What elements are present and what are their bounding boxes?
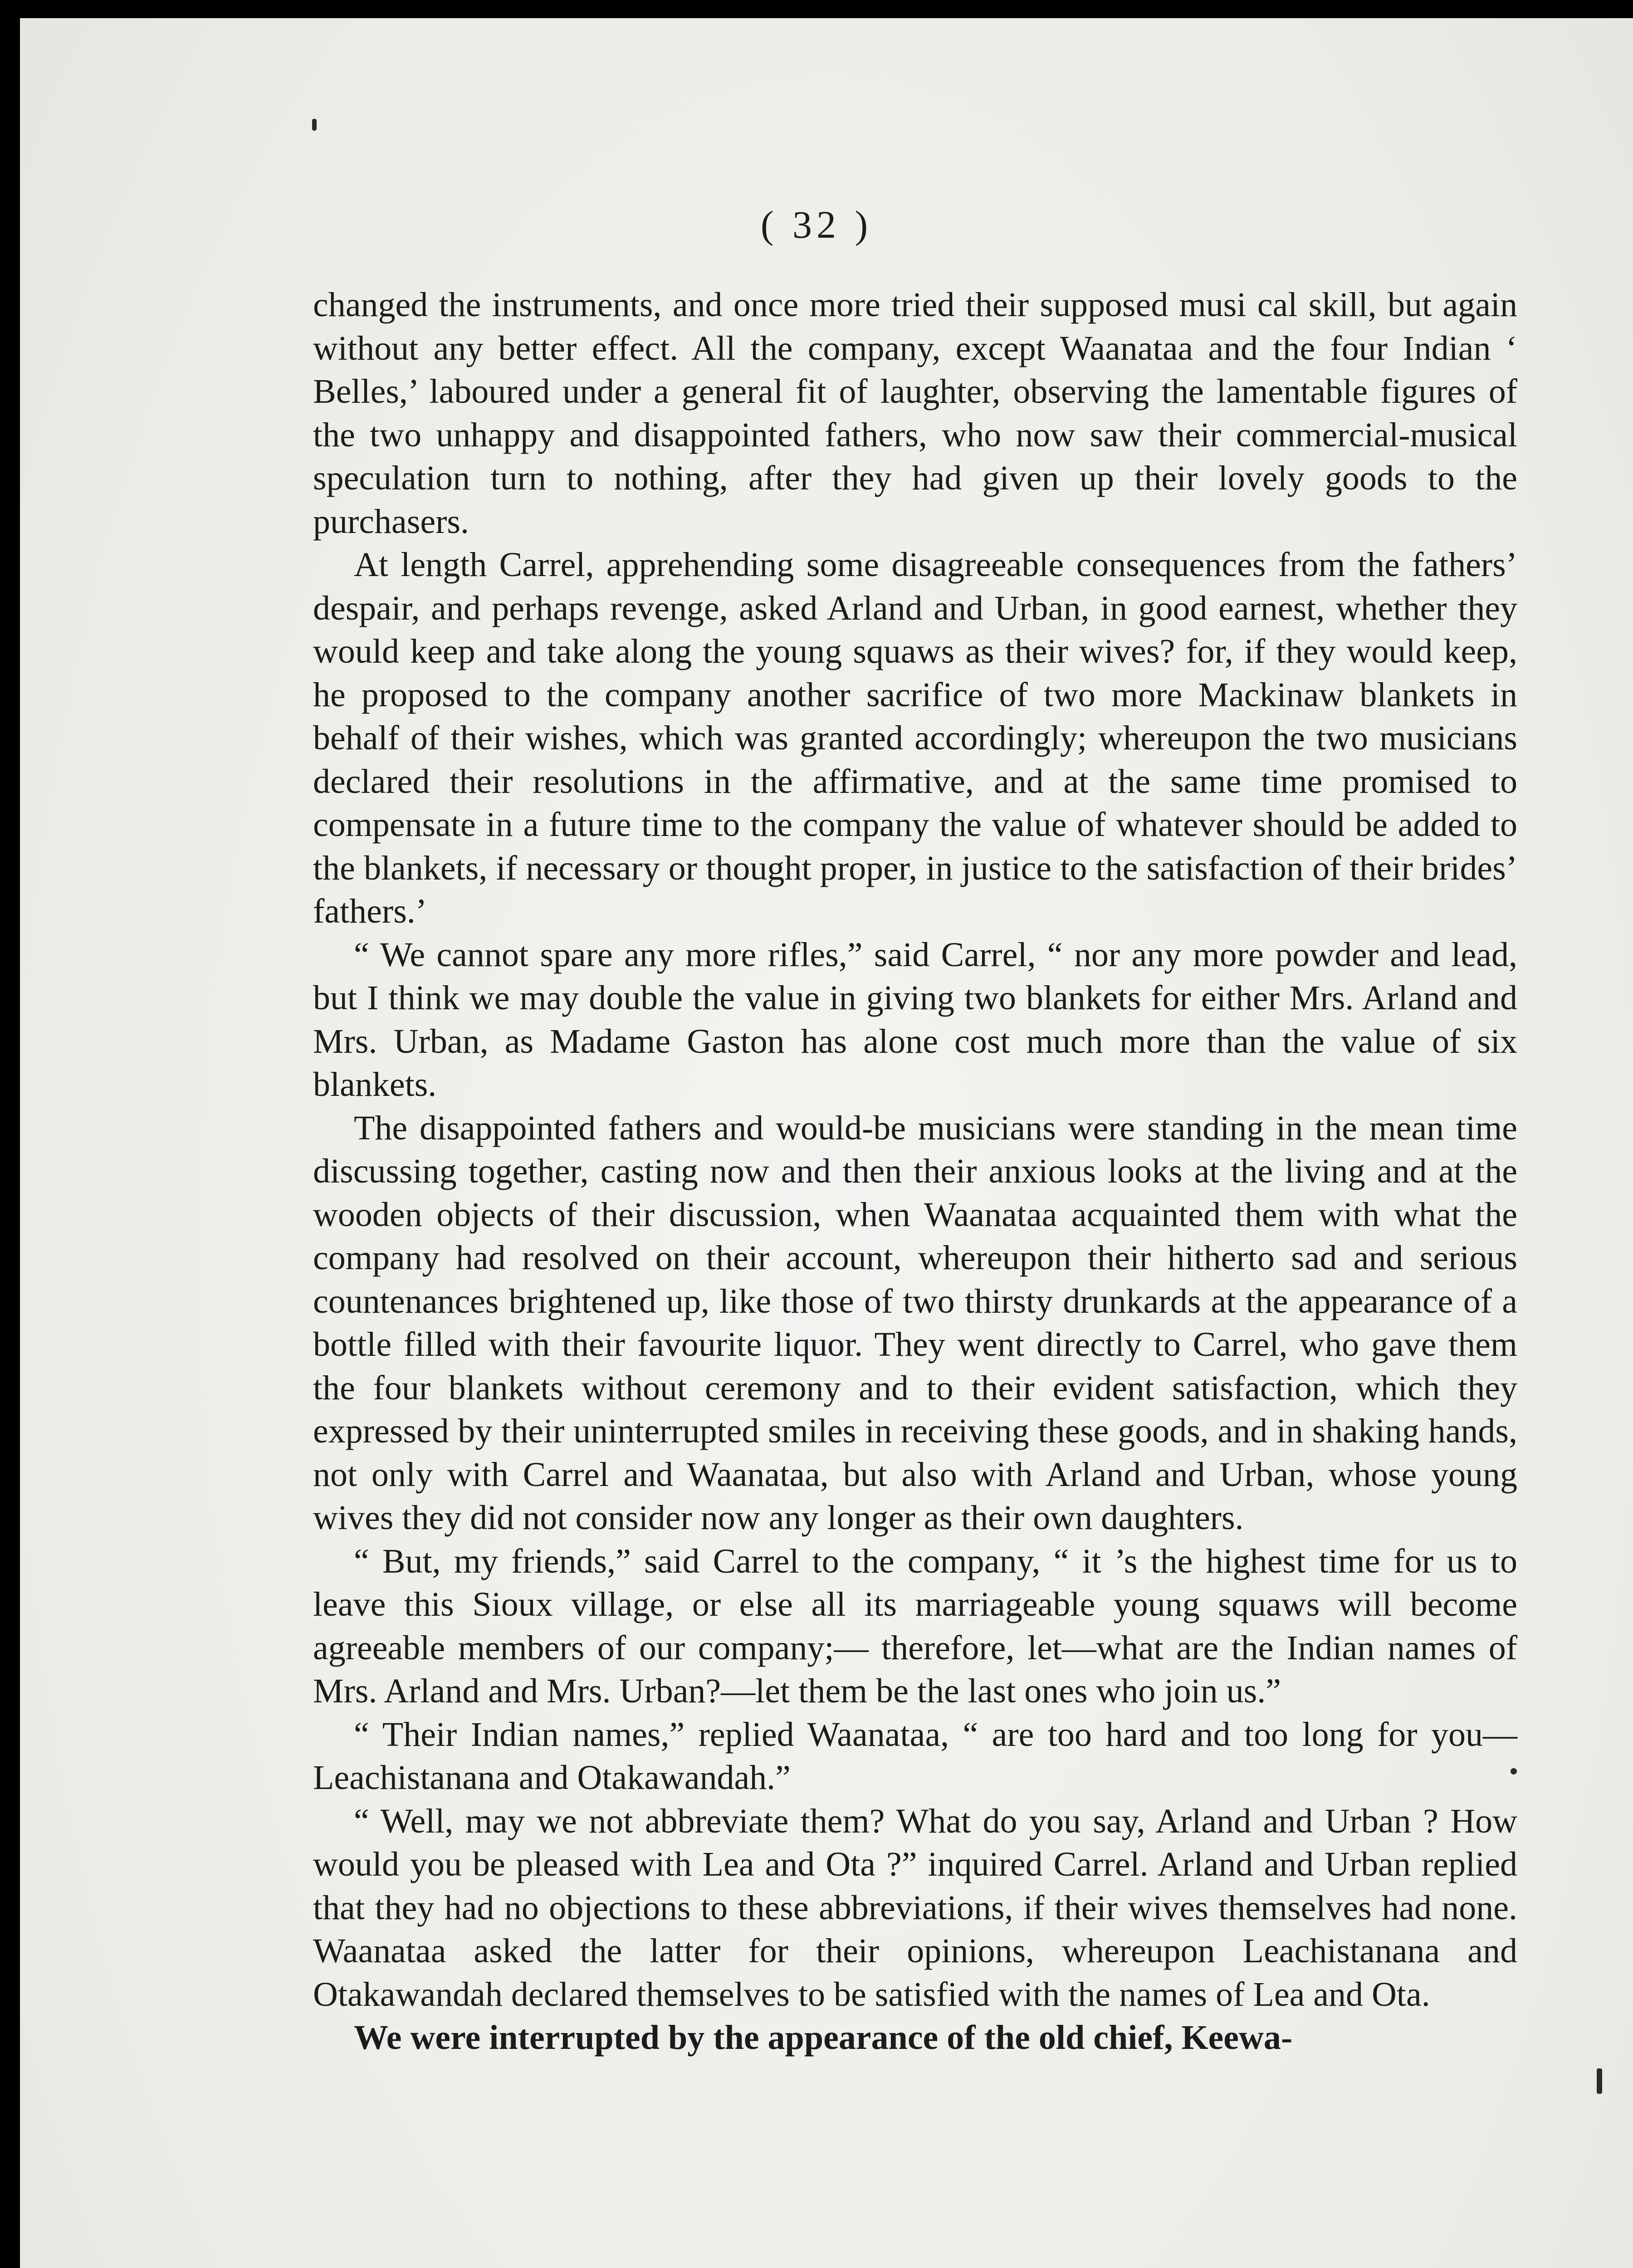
paragraph-7: “ Well, may we not abbreviate them? What do you say, Arland and Urban ? How would you be pleased with Lea and Ota ?” inquired Carrel. Arland and Urban replied that they had no objections to these abbreviations, if their wives themselves had none. Waanataa asked the latter for their opinions, whereupon Leachistanana and Otakawandah declared themselves to be satisfied with the names of Lea and Ota. <box>313 1802 1517 2014</box>
paragraph-6: “ Their Indian names,” replied Waanataa, “ are too hard and too long for you—Leachistanana and Otakawandah.” <box>313 1715 1517 1797</box>
paragraph-1: changed the instruments, and once more tried their supposed musi cal skill, but again without any better effect. All the company, except Waanataa and the four Indian ‘ Belles,’ laboured under a general fit of laughter, observing the lamentable figures of the two unhappy and disappointed fathers, who now saw their commercial-musical speculation turn to nothing, after they had given up their lovely goods to the purchasers. <box>313 286 1517 541</box>
ink-speck <box>1511 1768 1517 1774</box>
paragraph-4: The disappointed fathers and would-be musicians were standing in the mean time discussing together, casting now and then their anxious looks at the living and at the wooden objects of their discussion, when Waanataa acquainted them with what the company had resolved on their account, whereupon their hitherto sad and serious countenances brightened up, like those of two thirsty drunkards at the appearance of a bottle filled with their favourite liquor. They went directly to Carrel, who gave them the four blankets without ceremony and to their evident satisfaction, which they expressed by their uninterrupted smiles in receiving these goods, and in shaking hands, not only with Carrel and Waanataa, but also with Arland and Urban, whose young wives they did not consider now any longer as their own daughters. <box>313 1109 1517 1537</box>
ink-speck <box>1597 2068 1602 2094</box>
paragraph-5: “ But, my friends,” said Carrel to the company, “ it ’s the highest time for us to leave this Sioux village, or else all its marriageable young squaws will become agreeable members of our company;— therefore, let—what are the Indian names of Mrs. Arland and Mrs. Urban?—let them be the last ones who join us.” <box>313 1542 1517 1710</box>
body-text <box>313 284 1517 2060</box>
paragraph-2: At length Carrel, apprehending some disagreeable consequences from the fathers’ despair, and perhaps revenge, asked Arland and Urban, in good earnest, whether they would keep and take along the young squaws as their wives? for, if they would keep, he proposed to the company another sacrifice of two more Mackinaw blankets in behalf of their wishes, which was granted accordingly; whereupon the two musicians declared their resolutions in the affirmative, and at the same time promised to compensate in a future time to the company the value of whatever should be added to the blankets, if necessary or thought proper, in justice to the satisfaction of their brides’ fathers.’ <box>313 546 1517 930</box>
page-number: ( 32 ) <box>760 203 873 246</box>
paragraph-3: “ We cannot spare any more rifles,” said Carrel, “ nor any more powder and lead, but I think we may double the value in giving two blankets for either Mrs. Arland and Mrs. Urban, as Madame Gaston has alone cost much more than the value of six blankets. <box>313 935 1517 1104</box>
paragraph-8: We were interrupted by the appearance of the old chief, Keewa- <box>354 2019 1293 2057</box>
ink-speck <box>312 119 317 131</box>
